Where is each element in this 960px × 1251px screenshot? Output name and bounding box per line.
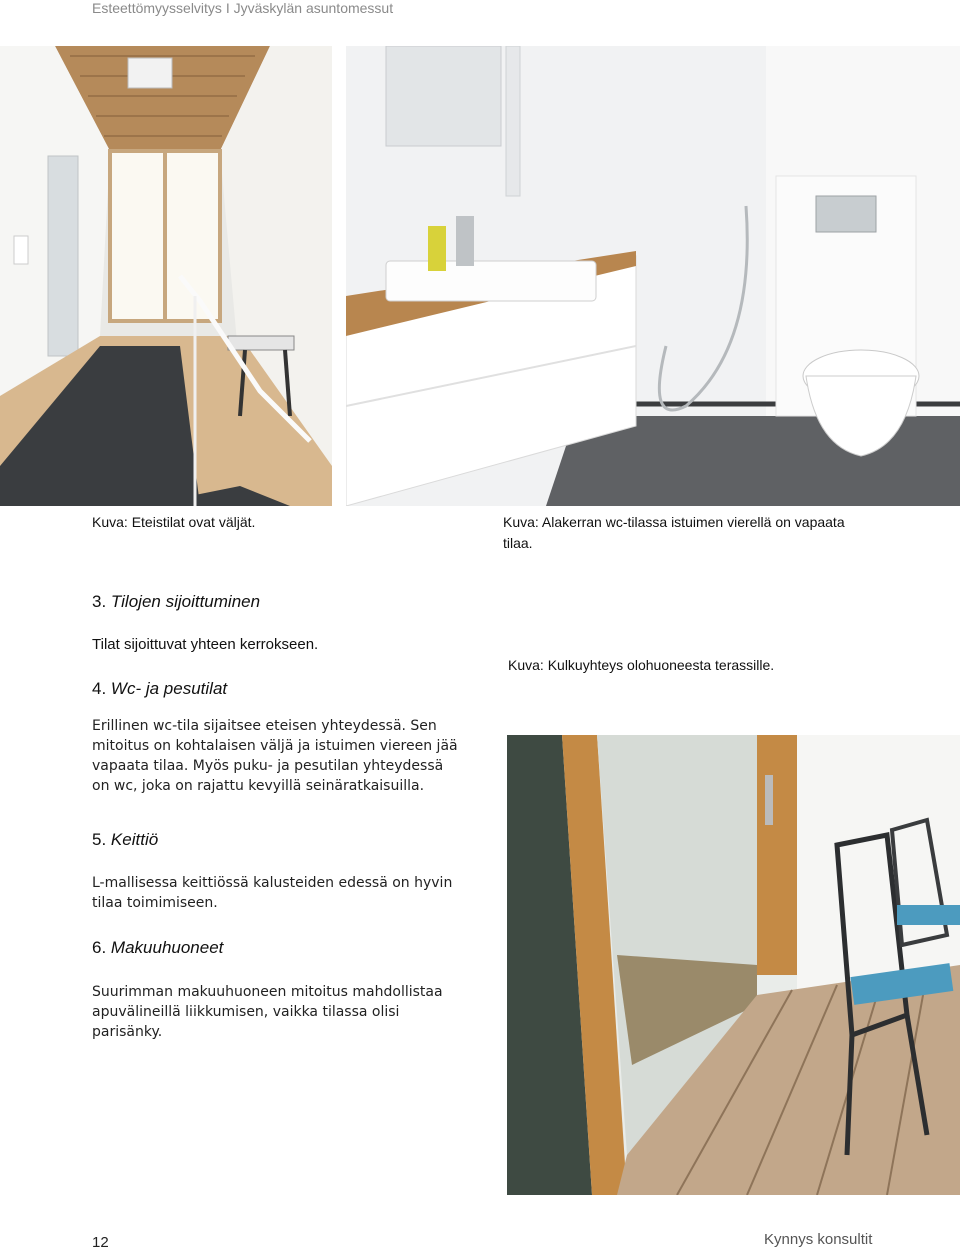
page-number: 12 [92,1234,109,1251]
section-3-heading [92,592,260,612]
section-6-text: Suurimman makuuhuoneen mitoitus mahdollistaa apuvälineillä liikkumisen, vaikka tilassa olisi parisänky. [92,984,443,1040]
terrace-photo [507,735,960,1195]
section-6-title: Makuuhuoneet [110,938,224,957]
section-4-text: Erillinen wc-tila sijaitsee eteisen yhteydessä. Sen mitoitus on kohtalaisen väljä ja istuimen viereen jää vapaata tilaa. Myös puku- ja pesutilan yhteydessä on wc, joka on rajattu kevyillä seinäratkaisuilla. [92,718,458,794]
section-5-title: Keittiö [110,830,159,849]
document-header: Esteettömyysselvitys I Jyväskylän asuntomessut [92,0,394,16]
section-5-text: L-mallisessa keittiössä kalusteiden edessä on hyvin tilaa toimimiseen. [92,875,453,911]
section-4-title: Wc- ja pesutilat [110,679,228,698]
section-3-text: Tilat sijoittuvat yhteen kerrokseen. [92,636,319,653]
company-name: Kynnys konsultit [764,1231,873,1248]
terrace-caption: Kuva: Kulkuyhteys olohuoneesta terassille. [508,657,775,673]
section-4-heading [92,679,227,699]
hallway-caption: Kuva: Eteistilat ovat väljät. [92,514,256,530]
wc-photo [346,46,960,506]
section-5-number: 5. [92,830,107,849]
section-6-number: 6. [92,938,107,957]
section-4-number: 4. [92,679,107,698]
wc-caption: Kuva: Alakerran wc-tilassa istuimen vierellä on vapaata tilaa. [503,514,845,551]
section-3-title: Tilojen sijoittuminen [110,592,261,611]
hallway-photo [0,46,332,506]
section-6-heading [92,938,223,958]
section-5-heading [92,830,158,850]
section-3-number: 3. [92,592,107,611]
